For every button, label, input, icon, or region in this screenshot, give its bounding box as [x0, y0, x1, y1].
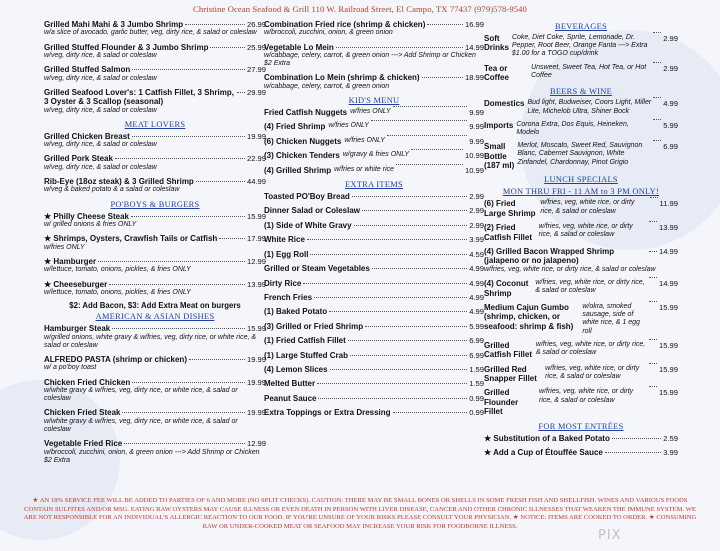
menu-item-4-grilled-bacon-wrapped-shrimp-jalapeno-	[484, 247, 678, 274]
item-price: 4.99	[469, 307, 484, 317]
item-name: Grilled Stuffed Salmon	[44, 65, 131, 75]
menu-item-grilled-pork-steak	[44, 154, 266, 172]
item-name: (3) Chicken Tenders	[264, 151, 340, 161]
item-description: w/veg, dirty rice, & salad or coleslaw	[44, 52, 157, 60]
item-price: 14.99	[464, 42, 484, 52]
item-price: 19.99	[246, 377, 266, 387]
item-name: ★ Philly Cheese Steak	[44, 211, 129, 221]
item-description: w/gravy & fries ONLY	[342, 151, 410, 159]
item-description: w/fries, veg, white rice, or dirty rice, & salad or coleslaw	[538, 223, 633, 239]
item-price: 9.99	[469, 136, 484, 146]
dot-leader	[649, 339, 657, 340]
disclaimer-footer: ★ AN 18% SERVICE FEE WILL BE ADDED TO PARTIES OF 6 AND MORE (NO SPLIT CHECKS). CAUTION: THERE MAY BE SMALL BONES OR SHELLS IN SOME FRESH FISH AND SHELLFISH. WINES AND VARIOUS FOODS CONTAIN SULFITES AND/OR MSG. EATING RAW OYSTERS MAY CAUSE ILLNESS OR EVEN DEATH IN PERSON WITH LIVER DISEASE, CANCER AND OTHER CHRONIC ILLNESSES THAT WEAKEN THE IMMUNE SYSTEM. WE ARE NOT RESPONSIBLE FOR AN INDIVIDUAL'S ALLERGIC REACTION TO OUR FOOD. IF YOU'RE UNSURE OF YOUR RISKS PLEASE CONSULT YOUR PHYSICIAN. ★ NOTICE: ITEMS ARE COOKED TO ORDER. ★ CONSUMING RAW OR UNDER-COOKED MEAT OR SEAFOOD MAY INCREASE YOUR RISK FOR FOODBORNE ILLNESS.	[23, 497, 697, 530]
menu-item-toasted-po-boy-bread	[264, 192, 484, 201]
item-price: 2.59	[663, 433, 678, 443]
dot-leader	[352, 196, 467, 197]
item-name: ALFREDO PASTA (shrimp or chicken)	[44, 354, 187, 364]
item-price: 2.99	[469, 220, 484, 230]
item-price: 4.99	[663, 99, 678, 109]
item-price: 2.99	[469, 206, 484, 216]
menu-item-grilled-or-steam-vegetables	[264, 264, 484, 273]
item-name: Combination Fried rice (shrimp & chicken)	[264, 20, 426, 29]
item-name: Rib-Eye (18oz steak) & 3 Grilled Shrimp	[44, 177, 194, 187]
dot-leader	[131, 216, 245, 217]
item-name: Grilled Seafood Lover's: 1 Catfish Fillet, 3 Shrimp, 3 Oyster & 3 Scallop (seasonal)	[44, 87, 234, 107]
menu-item-1-baked-potato	[264, 307, 484, 316]
menu-item-soft-drinks	[484, 34, 678, 59]
item-name: Grilled Mahi Mahi & 3 Jumbo Shrimp	[44, 20, 184, 29]
item-price: 4.99	[469, 264, 484, 274]
dot-leader	[372, 268, 467, 269]
item-description: w/white gravy & w/fries, veg, dirty rice, or white rice, & salad or coleslaw	[44, 417, 238, 433]
item-name: French Fries	[264, 292, 313, 302]
item-price: 14.99	[658, 247, 678, 257]
item-name: Grilled Chicken Breast	[44, 131, 130, 141]
dot-leader	[393, 412, 468, 413]
section-heading: PO'BOYS & BURGERS	[110, 199, 200, 209]
item-price: 5.99	[663, 120, 678, 130]
item-price: 44.99	[246, 177, 266, 187]
item-name: Combination Lo Mein (shrimp & chicken)	[264, 73, 420, 83]
dot-leader	[393, 106, 468, 107]
dot-leader	[427, 24, 463, 25]
item-price: 1.59	[469, 364, 484, 374]
item-name: Extra Toppings or Extra Dressing	[264, 408, 391, 418]
item-price: 15.99	[246, 324, 266, 334]
dot-leader	[365, 326, 467, 327]
item-name: Dirty Rice	[264, 278, 302, 288]
item-price: 12.99	[246, 256, 266, 266]
dot-leader	[196, 181, 245, 182]
item-description: w/cabbage, celery, carrot, & green onion ---> Add Shrimp or Chicken $2 Extra	[264, 52, 476, 68]
item-price: 18.99	[464, 73, 484, 83]
menu-item-combination-fried-rice-shrimp-chicken	[264, 20, 484, 38]
item-description: w/veg & baked potato & a salad or coleslaw	[44, 186, 180, 194]
item-name: Hamburger Steak	[44, 324, 111, 334]
menu-item-peanut-sauce	[264, 394, 484, 403]
dot-leader	[653, 140, 661, 141]
menu-item-2-fried-catfish-fillet	[484, 223, 678, 242]
item-name: ★ Add a Cup of Étouffée Sauce	[484, 447, 603, 457]
item-name: Vegetable Lo Mein	[264, 42, 334, 52]
item-description: Coke, Diet Coke, Sprite, Lemonade, Dr. Pepper, Root Beer, Orange Fanta ---> Extra $1.00 for a TOGO cup/drink	[511, 34, 648, 58]
item-name: White Rice	[264, 235, 305, 245]
menu-note: $2: Add Bacon, $3: Add Extra Meat on burgers	[69, 301, 241, 311]
item-price: 11.99	[659, 199, 678, 209]
item-name: Grilled Pork Steak	[44, 154, 113, 164]
item-description: w/lettuce, tomato, onions, pickles, & fries ONLY	[44, 288, 191, 296]
item-description: w/fries, veg, white rice, or dirty rice, & salad or coleslaw	[535, 279, 645, 295]
menu-item-grilled-chicken-breast	[44, 132, 266, 150]
menu-item-1-side-of-white-gravy	[264, 221, 484, 230]
item-name: (1) Fried Catfish Fillet	[264, 336, 346, 346]
menu-item-add-a-cup-of-touff-e-sauce	[484, 448, 678, 457]
item-name: Grilled Stuffed Flounder & 3 Jumbo Shrimp	[44, 42, 209, 52]
item-description: w/fries, veg, white rice, or dirty rice, & salad or coleslaw	[540, 199, 635, 215]
menu-item-4-coconut-shrimp	[484, 279, 678, 298]
item-price: 15.99	[658, 340, 678, 350]
item-name: (4) Fried Shrimp	[264, 122, 326, 132]
dot-leader	[650, 197, 658, 198]
dot-leader	[653, 62, 661, 63]
menu-item-1-fried-catfish-fillet	[264, 336, 484, 345]
item-name: (4) Lemon Slices	[264, 364, 328, 374]
dot-leader	[189, 359, 245, 360]
watermark-logo: PIX	[598, 528, 622, 543]
section-heading: MON THRU FRI - 11 AM to 3 PM ONLY!	[502, 187, 660, 197]
dot-leader	[124, 443, 245, 444]
item-name: Toasted PO'Boy Bread	[264, 192, 350, 202]
dot-leader	[354, 225, 468, 226]
menu-item-3-grilled-or-fried-shrimp	[264, 322, 484, 331]
item-description: w/fries, veg, white rice, or dirty rice, & salad or coleslaw	[484, 265, 656, 273]
item-description: Corona Extra, Dos Equis, Heineken, Modelo	[516, 120, 629, 137]
menu-item-6-fried-large-shrimp	[484, 199, 678, 218]
dot-leader	[314, 297, 467, 298]
dot-leader	[396, 164, 463, 165]
item-name: (1) Large Stuffed Crab	[264, 350, 349, 360]
section-heading: MEAT LOVERS	[124, 119, 186, 129]
dot-leader	[422, 77, 463, 78]
menu-item-hamburger	[44, 257, 266, 275]
menu-item-4-fried-shrimp	[264, 122, 484, 131]
item-name: Peanut Sauce	[264, 393, 317, 403]
dot-leader	[362, 210, 467, 211]
menu-item-dirty-rice	[264, 279, 484, 288]
dot-leader	[330, 369, 468, 370]
item-name: (6) Chicken Nuggets	[264, 136, 342, 146]
menu-item-6-chicken-nuggets	[264, 137, 484, 146]
item-description: w/lettuce, tomato, onions, pickles, & fries ONLY	[44, 266, 191, 274]
item-name: Grilled Red Snapper Fillet	[484, 364, 537, 383]
item-description: w/fries ONLY	[44, 243, 85, 251]
menu-item-white-rice	[264, 235, 484, 244]
item-price: 10.99	[464, 165, 484, 175]
item-price: 16.99	[464, 20, 484, 29]
dot-leader	[98, 261, 245, 262]
item-description: w/veg, dirty rice, & salad or coleslaw	[44, 163, 157, 171]
dot-leader	[132, 136, 245, 137]
dot-leader	[649, 301, 657, 302]
item-price: 3.99	[469, 235, 484, 245]
item-description: w/okra, smoked sausage, side of white rice, & 1 egg roll	[582, 302, 640, 335]
dot-leader	[653, 32, 661, 33]
item-name: Chicken Fried Steak	[44, 408, 121, 418]
item-description: w/broccoli, zucchini, onion, & green onion ---> Add Shrimp or Chicken $2 Extra	[44, 448, 260, 464]
item-price: 19.99	[246, 408, 266, 418]
item-price: 9.99	[469, 122, 484, 132]
item-name: Small Bottle (187 ml)	[484, 142, 515, 171]
restaurant-header: Christine Ocean Seafood & Grill 110 W. Railroad Street, El Campo, TX 77437 (979)578-9540	[193, 4, 527, 14]
menu-item-4-lemon-slices	[264, 365, 484, 374]
item-price: 15.99	[658, 388, 678, 398]
section-heading: LUNCH SPECIALS	[544, 175, 618, 185]
item-description: w/fries ONLY	[344, 136, 385, 144]
menu-item-grilled-seafood-lover-s-1-catfish-fillet	[44, 88, 266, 115]
dot-leader	[653, 97, 661, 98]
menu-item-chicken-fried-chicken	[44, 378, 266, 404]
item-price: 3.99	[663, 447, 678, 457]
item-price: 2.99	[469, 192, 484, 202]
dot-leader	[310, 254, 467, 255]
item-description: Bud light, Budweiser, Coors Light, Miller Lite, Michelob Ultra, Shiner Bock	[527, 99, 652, 115]
item-name: Domestics	[484, 99, 525, 109]
dot-leader	[350, 355, 467, 356]
item-price: 19.99	[246, 131, 266, 141]
item-description: w/a slice of avocado, garlic butter, veg, dirty rice, & salad or coleslaw	[44, 29, 257, 37]
item-name: (4) Grilled Bacon Wrapped Shrimp (jalapeno or no jalapeno)	[484, 247, 615, 266]
item-name: Grilled Catfish Fillet	[484, 340, 533, 360]
item-name: Soft Drinks	[484, 34, 509, 53]
menu-item-melted-butter	[264, 379, 484, 388]
item-description: w/cabbage, celery, carrot, & green onion	[264, 82, 390, 90]
item-name: (1) Egg Roll	[264, 249, 309, 259]
item-price: 15.99	[658, 364, 678, 374]
item-price: 6.99	[469, 350, 484, 360]
item-price: 4.99	[469, 278, 484, 288]
dot-leader	[649, 363, 657, 364]
item-name: Fried Catfish Nuggets	[264, 108, 348, 118]
section-heading: BEERS & WINE	[549, 87, 613, 97]
item-name: (4) Coconut Shrimp	[484, 279, 529, 298]
item-name: Melted Butter	[264, 379, 316, 389]
item-description: w/broccoli, zucchini, onion, & green onion	[264, 29, 393, 37]
dot-leader	[411, 149, 463, 150]
menu-item-extra-toppings-or-extra-dressing	[264, 408, 484, 417]
menu-item-medium-cajun-gumbo-shrimp-chicken-or-sea	[484, 303, 678, 336]
item-description: w/fries ONLY	[350, 108, 391, 116]
item-price: 17.99	[246, 234, 266, 244]
menu-item-philly-cheese-steak	[44, 212, 266, 230]
item-name: (1) Side of White Gravy	[264, 220, 352, 230]
menu-item-4-grilled-shrimp	[264, 166, 484, 175]
menu-item-french-fries	[264, 293, 484, 302]
section-heading: BEVERAGES	[554, 22, 608, 31]
item-price: 2.99	[663, 34, 678, 43]
item-price: 4.59	[469, 249, 484, 259]
item-name: Imports	[484, 120, 514, 130]
item-name: (3) Grilled or Fried Shrimp	[264, 321, 364, 331]
item-description: Merlot, Moscato, Sweet Red, Sauvignon Blanc, Cabernet Sauvignon, White Zinfandel, Chardonnay, Pinot Grigio	[517, 142, 643, 166]
dot-leader	[237, 92, 245, 93]
dot-leader	[109, 284, 245, 285]
menu-item-grilled-stuffed-salmon	[44, 65, 266, 83]
item-description: w/grilled onions, white gravy & w/fries, veg, dirty rice, or white rice, & salad or coleslaw	[44, 333, 257, 349]
menu-item-substitution-of-a-baked-potato	[484, 434, 678, 443]
dot-leader	[112, 328, 245, 329]
dot-leader	[210, 47, 245, 48]
menu-column-right	[484, 20, 678, 462]
item-description: w/fries ONLY	[328, 122, 369, 130]
item-price: 15.99	[246, 211, 266, 221]
menu-item-combination-lo-mein-shrimp-chicken	[264, 73, 484, 91]
item-price: 1.59	[469, 379, 484, 389]
item-description: w/fries, veg, white rice, or dirty rice, & salad or coleslaw	[539, 388, 634, 404]
section-heading: KID'S MENU	[348, 96, 400, 106]
item-description: Unsweet, Sweet Tea, Hot Tea, or Hot Coffee	[531, 63, 647, 79]
menu-item-hamburger-steak	[44, 324, 266, 350]
menu-item-grilled-flounder-fillet	[484, 388, 678, 416]
item-description: w/veg, dirty rice, & salad or coleslaw	[44, 141, 157, 149]
menu-item-grilled-mahi-mahi-3-jumbo-shrimp	[44, 20, 266, 38]
dot-leader	[348, 340, 467, 341]
dot-leader	[371, 120, 467, 121]
item-description: w/white gravy & w/fries, veg, dirty rice, or white rice, & salad or coleslaw	[44, 386, 238, 403]
dot-leader	[115, 158, 245, 159]
item-name: (6) Fried Large Shrimp	[484, 199, 536, 218]
menu-item-fried-catfish-nuggets	[264, 108, 484, 117]
dot-leader	[336, 47, 463, 48]
menu-item-3-chicken-tenders	[264, 151, 484, 160]
item-name: ★ Shrimps, Oysters, Crawfish Tails or Catfish	[44, 234, 218, 244]
item-price: 22.99	[246, 154, 266, 164]
item-name: ★ Hamburger	[44, 256, 97, 266]
item-price: 6.99	[663, 142, 678, 152]
item-description: w/fries or white rice	[334, 165, 395, 173]
section-heading: FOR MOST ENTRÉES	[538, 421, 624, 431]
item-name: Chicken Fried Chicken	[44, 377, 131, 387]
item-price: 14.99	[658, 279, 678, 289]
item-description: w/ a po'boy toast	[44, 364, 97, 372]
item-price: 2.99	[663, 63, 678, 73]
item-price: 10.99	[464, 151, 484, 161]
item-name: (4) Grilled Shrimp	[264, 165, 332, 175]
section-heading: AMERICAN & ASIAN DISHES	[95, 312, 215, 322]
item-description: w/fries, veg, white rice, or dirty rice, & salad or coleslaw	[535, 340, 646, 356]
item-price: 0.99	[469, 393, 484, 403]
menu-item-grilled-stuffed-flounder-3-jumbo-shrimp	[44, 43, 266, 61]
section-heading: EXTRA ITEMS	[345, 180, 403, 190]
item-name: Grilled or Steam Vegetables	[264, 264, 370, 274]
item-price: 6.99	[469, 336, 484, 346]
item-name: Tea or Coffee	[484, 63, 509, 83]
item-name: Grilled Flounder Fillet	[484, 388, 519, 417]
dot-leader	[318, 398, 467, 399]
item-price: 19.99	[246, 354, 266, 364]
menu-item-domestics	[484, 99, 678, 115]
menu-item-cheeseburger	[44, 280, 266, 298]
dot-leader	[329, 311, 467, 312]
item-name: (1) Baked Potato	[264, 307, 328, 317]
dot-leader	[649, 386, 657, 387]
menu-item-tea-or-coffee	[484, 64, 678, 83]
menu-item-small-bottle-187-ml	[484, 142, 678, 170]
dot-leader	[132, 69, 245, 70]
item-description: w/fries, veg, white rice, or dirty rice, & salad or coleslaw	[545, 364, 640, 380]
item-description: w/ grilled onions & fries ONLY	[44, 221, 137, 229]
dot-leader	[307, 239, 467, 240]
menu-item-rib-eye-18oz-steak-3-grilled-shrimp	[44, 177, 266, 195]
menu-item-vegetable-lo-mein	[264, 43, 484, 69]
item-name: ★ Substitution of a Baked Potato	[484, 433, 610, 443]
item-name: Dinner Salad or Coleslaw	[264, 206, 361, 216]
menu-column-left	[44, 20, 266, 470]
item-price: 25.99	[246, 42, 266, 52]
dot-leader	[605, 452, 661, 453]
dot-leader	[649, 221, 657, 222]
item-price: 29.99	[246, 87, 266, 97]
dot-leader	[219, 238, 245, 239]
dot-leader	[649, 251, 657, 252]
dot-leader	[649, 277, 657, 278]
dot-leader	[387, 135, 467, 136]
menu-item-grilled-red-snapper-fillet	[484, 365, 678, 384]
menu-item-alfredo-pasta-shrimp-or-chicken	[44, 355, 266, 373]
item-price: 27.99	[246, 65, 266, 75]
menu-item-1-large-stuffed-crab	[264, 351, 484, 360]
menu-item-chicken-fried-steak	[44, 408, 266, 434]
item-price: 26.99	[246, 20, 266, 29]
item-description: w/veg, dirty rice, & salad or coleslaw	[44, 106, 157, 114]
item-price: 13.99	[246, 279, 266, 289]
item-name: Medium Cajun Gumbo (shrimp, chicken, or seafood: shrimp & fish)	[484, 302, 574, 331]
dot-leader	[185, 24, 245, 25]
dot-leader	[303, 283, 467, 284]
menu-item-grilled-catfish-fillet	[484, 341, 678, 360]
dot-leader	[612, 438, 661, 439]
item-name: ★ Cheeseburger	[44, 279, 108, 289]
menu-item-vegetable-fried-rice	[44, 439, 266, 465]
menu-item-shrimps-oysters-crawfish-tails-or-catfis	[44, 234, 266, 252]
dot-leader	[317, 383, 467, 384]
menu-item-1-egg-roll	[264, 250, 484, 259]
item-price: 0.99	[469, 408, 484, 418]
dot-leader	[653, 119, 661, 120]
item-price: 12.99	[246, 439, 266, 449]
item-price: 13.99	[658, 223, 678, 233]
item-name: Vegetable Fried Rice	[44, 439, 123, 449]
menu-item-dinner-salad-or-coleslaw	[264, 206, 484, 215]
dot-leader	[122, 412, 245, 413]
item-description: w/veg, dirty rice, & salad or coleslaw	[44, 74, 157, 82]
item-price: 15.99	[658, 302, 678, 312]
item-name: (2) Fried Catfish Fillet	[484, 223, 533, 242]
menu-column-middle	[264, 20, 484, 423]
item-price: 5.99	[469, 321, 484, 331]
item-price: 4.99	[469, 292, 484, 302]
dot-leader	[132, 382, 245, 383]
menu-item-imports	[484, 121, 678, 137]
item-price: 9.99	[469, 108, 484, 118]
